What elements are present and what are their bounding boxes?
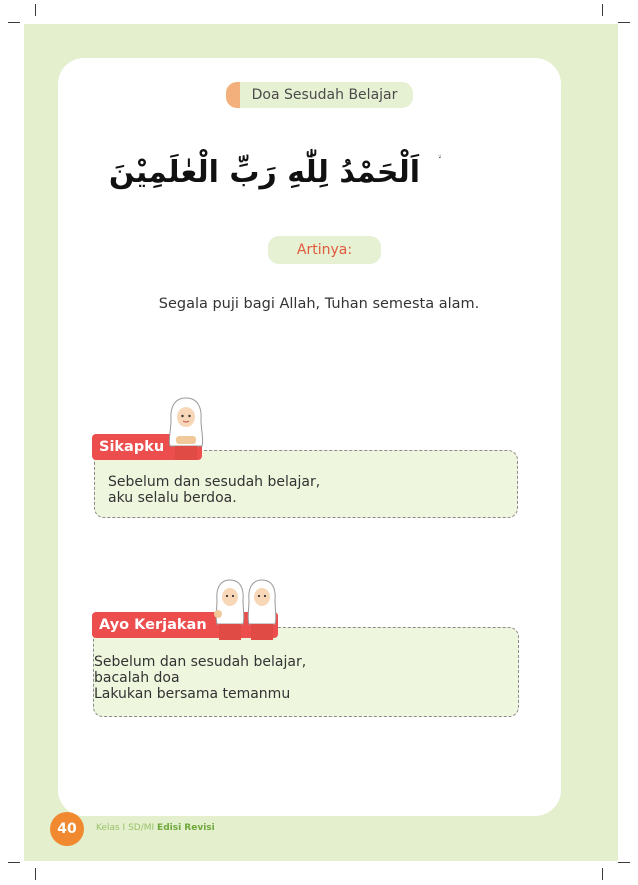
ayo-kerjakan-line: bacalah doa xyxy=(94,670,180,686)
arabic-prayer xyxy=(108,140,450,200)
crop-mark xyxy=(35,4,36,16)
sikapku-label: Sikapku xyxy=(99,439,165,455)
waqf-mark-icon xyxy=(438,153,441,158)
sikapku-line: aku selalu berdoa. xyxy=(108,490,237,506)
footer-book: Kelas I SD/MI xyxy=(96,823,155,833)
ayo-kerjakan-text xyxy=(94,654,306,702)
page-number: 40 xyxy=(57,821,77,837)
ayo-kerjakan-line: Lakukan bersama temanmu xyxy=(94,686,291,702)
crop-mark xyxy=(618,862,630,863)
crop-mark xyxy=(35,868,36,880)
footer-edition: Edisi Revisi xyxy=(157,823,215,833)
sikapku-line: Sebelum dan sesudah belajar, xyxy=(108,474,321,490)
sikapku-text xyxy=(108,474,320,506)
ayo-kerjakan-label: Ayo Kerjakan xyxy=(99,617,207,633)
meaning-text: Segala puji bagi Allah, Tuhan semesta alam. xyxy=(158,296,480,312)
ayo-kerjakan-line: Sebelum dan sesudah belajar, xyxy=(94,654,307,670)
crop-mark xyxy=(602,868,603,880)
arabic-prayer-text: اَلْحَمْدُ لِلّٰهِ رَبِّ الْعٰلَمِيْنَ xyxy=(108,155,420,190)
page-number-badge xyxy=(50,812,84,846)
meaning-label-pill xyxy=(268,236,381,264)
crop-mark xyxy=(8,862,20,863)
girl-praying-icon xyxy=(166,396,206,462)
meaning-label: Artinya: xyxy=(296,242,353,258)
two-girls-icon xyxy=(212,578,282,644)
footer-text xyxy=(96,823,215,833)
lesson-title-pill xyxy=(226,82,413,108)
crop-mark xyxy=(602,4,603,16)
crop-mark xyxy=(618,22,630,23)
crop-mark xyxy=(8,22,20,23)
lesson-title: Doa Sesudah Belajar xyxy=(251,87,398,103)
